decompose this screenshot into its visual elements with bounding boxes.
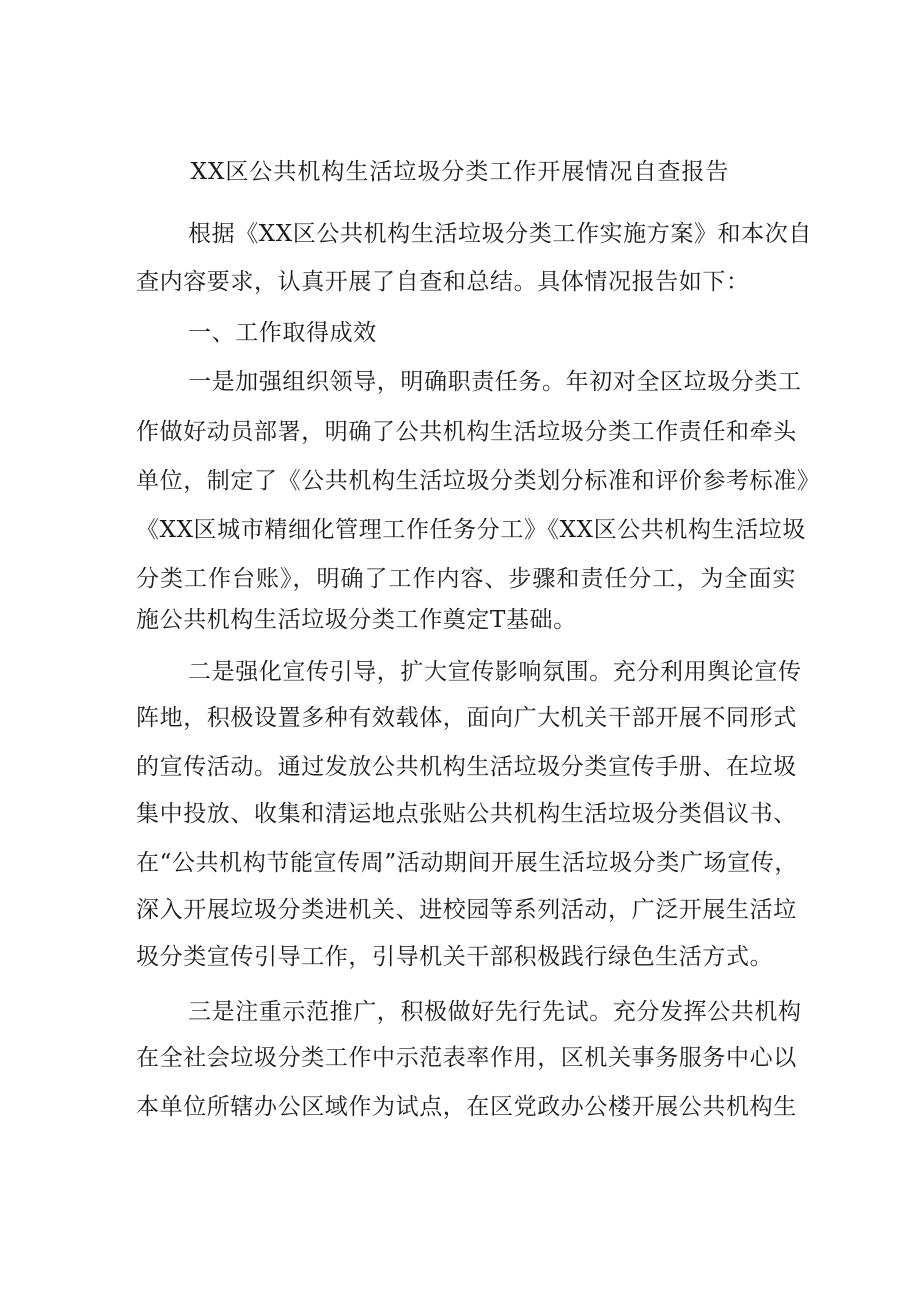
paragraph-1-line-6: 施公共机构生活垃圾分类工作奠定T基础。 (136, 607, 577, 633)
paragraph-2-line-1: 二是强化宣传引导，扩大宣传影响氛围。充分利用舆论宣传 (188, 659, 802, 685)
paragraph-3-line-1: 三是注重示范推广，积极做好先行先试。充分发挥公共机构 (188, 999, 802, 1025)
paragraph-2-line-6: 深入开展垃圾分类进机关、进校园等系列活动，广泛开展生活垃 (136, 897, 797, 923)
paragraph-2-line-3: 的宣传活动。通过发放公共机构生活垃圾分类宣传手册、在垃圾 (136, 754, 797, 780)
paragraph-1-line-4: 《XX区城市精细化管理工作任务分工》《XX区公共机构生活垃圾 (136, 517, 806, 543)
intro-line-2: 查内容要求，认真开展了自查和总结。具体情况报告如下： (136, 269, 750, 295)
paragraph-1-line-2: 作做好动员部署，明确了公共机构生活垃圾分类工作责任和牵头 (136, 419, 797, 445)
section-heading: 一、工作取得成效 (188, 320, 377, 346)
paragraph-1-line-5: 分类工作台账》，明确了工作内容、步骤和责任分工，为全面实 (136, 566, 796, 592)
paragraph-2-line-7: 圾分类宣传引导工作，引导机关干部积极践行绿色生活方式。 (136, 944, 774, 970)
paragraph-3-line-3: 本单位所辖办公区域作为试点，在区党政办公楼开展公共机构生 (136, 1094, 797, 1120)
paragraph-3-line-2: 在全社会垃圾分类工作中示范表率作用，区机关事务服务中心以 (136, 1045, 797, 1071)
intro-line-1: 根据《XX区公共机构生活垃圾分类工作实施方案》和本次自 (188, 221, 812, 247)
paragraph-2-line-2: 阵地，积极设置多种有效载体，面向广大机关干部开展不同形式 (136, 705, 797, 731)
page-title: XX区公共机构生活垃圾分类工作开展情况自查报告 (190, 159, 730, 185)
paragraph-2-line-4: 集中投放、收集和清运地点张贴公共机构生活垃圾分类倡议书、 (136, 801, 797, 827)
paragraph-1-line-3: 单位，制定了《公共机构生活垃圾分类划分标准和评价参考标准》 (136, 468, 821, 494)
paragraph-1-line-1: 一是加强组织领导，明确职责任务。年初对全区垃圾分类工 (188, 369, 802, 395)
paragraph-2-line-5: 在“公共机构节能宣传周”活动期间开展生活垃圾分类广场宣传， (136, 850, 798, 876)
